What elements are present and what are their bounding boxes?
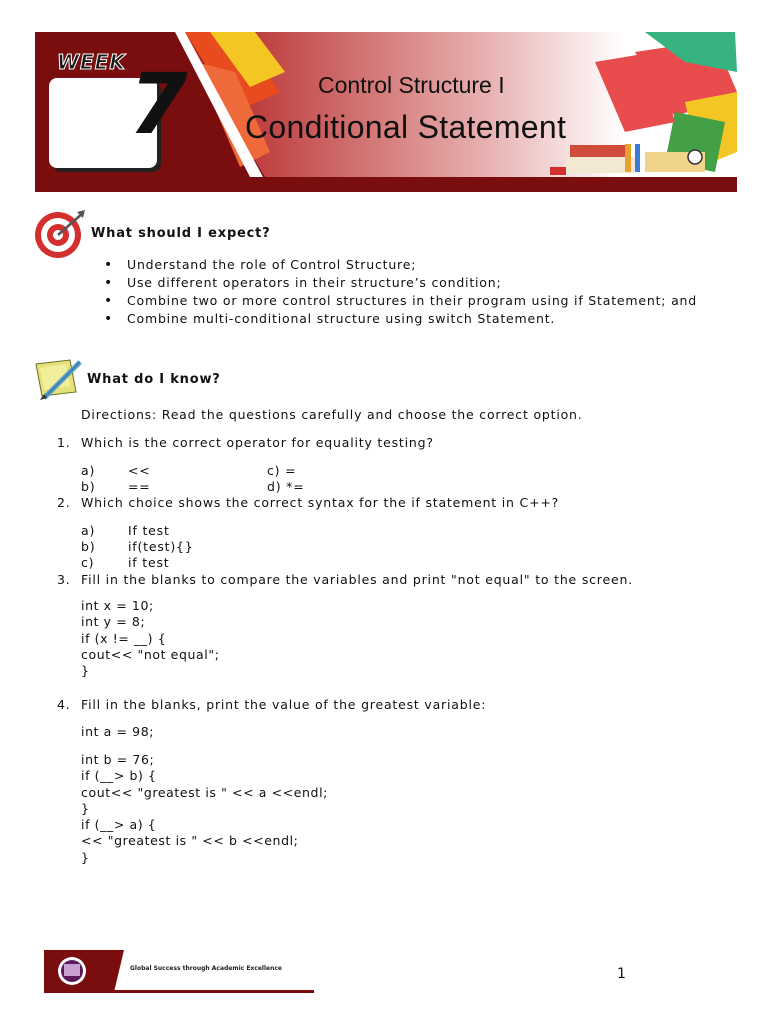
- code-line: cout<< "not equal";: [81, 646, 220, 662]
- footer-tagline: Global Success through Academic Excellence: [130, 965, 282, 972]
- option-value: <<: [128, 463, 151, 478]
- option-value: If test: [128, 523, 170, 538]
- code-line: int y = 8;: [81, 614, 146, 630]
- code-line: }: [81, 849, 90, 865]
- option-label: a): [81, 463, 96, 478]
- option-value: ==: [128, 479, 151, 494]
- option-c: c) =: [267, 463, 297, 478]
- code-line: cout<< "greatest is " << a <<endl;: [81, 784, 328, 800]
- option-label: b): [81, 479, 96, 494]
- question-number: 4.: [57, 697, 71, 712]
- code-line: int a = 98;: [81, 724, 155, 739]
- pencil-paper-icon: [34, 358, 84, 400]
- footer-graphic: [44, 950, 314, 994]
- directions-text: Directions: Read the questions carefully and choose the correct option.: [81, 407, 583, 422]
- question-text: Which is the correct operator for equality testing?: [81, 435, 434, 450]
- option-label: c): [81, 555, 95, 570]
- code-line: }: [81, 663, 90, 679]
- week-label: WEEK: [57, 50, 126, 74]
- list-item: • Use different operators in their structure’s condition;: [104, 274, 724, 292]
- objectives-list: [104, 256, 724, 328]
- page-number: 1: [617, 966, 626, 982]
- question-number: 3.: [57, 572, 71, 587]
- option-value: if(test){}: [128, 539, 194, 554]
- know-heading: What do I know?: [87, 372, 221, 387]
- code-line: << "greatest is " << b <<endl;: [81, 833, 299, 849]
- question-number: 1.: [57, 435, 71, 450]
- expect-heading: What should I expect?: [91, 226, 271, 241]
- question-text: Which choice shows the correct syntax for the if statement in C++?: [81, 495, 560, 510]
- option-label: a): [81, 523, 96, 538]
- code-block-q3: [81, 598, 220, 679]
- code-line: if (__> a) {: [81, 817, 157, 833]
- option-value: if test: [128, 555, 170, 570]
- question-text: Fill in the blanks, print the value of the greatest variable:: [81, 697, 487, 712]
- list-item: • Combine multi-conditional structure using switch Statement.: [104, 310, 724, 328]
- list-item: • Understand the role of Control Structure;: [104, 256, 724, 274]
- header-banner: [35, 32, 737, 192]
- code-line: if (x != __) {: [81, 630, 167, 646]
- option-label: b): [81, 539, 96, 554]
- code-line: if (__> b) {: [81, 768, 157, 784]
- week-number: 7: [129, 55, 188, 153]
- list-item: • Combine two or more control structures in their program using if Statement; and: [104, 292, 724, 310]
- code-line: }: [81, 800, 90, 816]
- question-text: Fill in the blanks to compare the variables and print "not equal" to the screen.: [81, 572, 633, 587]
- banner-subtitle: Control Structure I: [318, 72, 505, 98]
- code-line: int b = 76;: [81, 752, 155, 767]
- option-d: d) *=: [267, 479, 305, 494]
- banner-title: Conditional Statement: [245, 109, 567, 145]
- code-line: int x = 10;: [81, 598, 154, 613]
- target-icon: [33, 210, 87, 260]
- question-number: 2.: [57, 495, 71, 510]
- code-block-q4: [81, 752, 328, 866]
